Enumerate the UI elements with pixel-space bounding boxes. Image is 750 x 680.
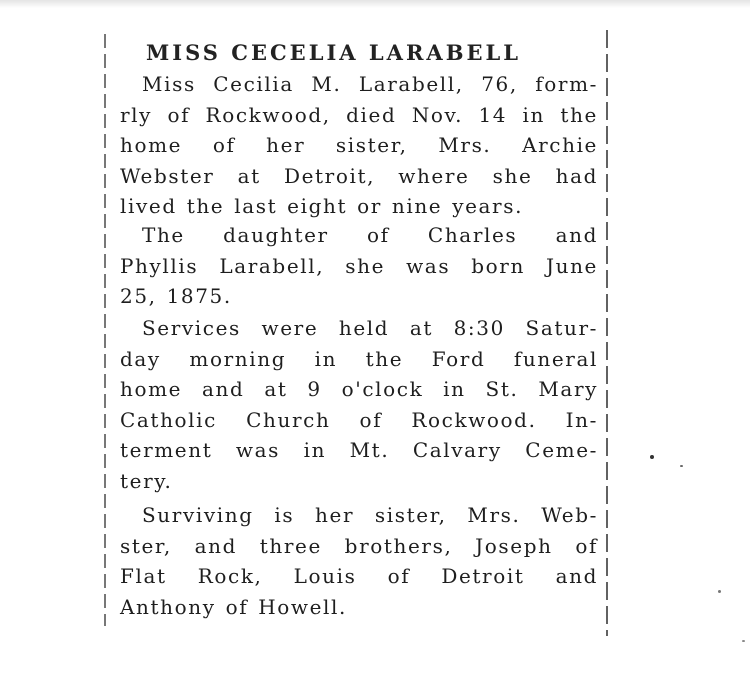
newspaper-clipping	[92, 30, 610, 622]
text-line: lived the last eight or nine years.	[120, 194, 524, 218]
text-line: rly of Rockwood, died Nov. 14 in the	[120, 102, 598, 127]
paragraph-services	[120, 313, 598, 496]
text-line: The daughter of Charles and	[142, 223, 598, 247]
paragraph-death-notice	[120, 69, 598, 222]
text-line: Flat Rock, Louis of Detroit and	[120, 564, 598, 588]
text-line: Surviving is her sister, Mrs. Web-	[142, 503, 598, 527]
text-line: Webster at Detroit, where she had	[120, 163, 598, 188]
text-line: ster, and three brothers, Joseph of	[120, 533, 598, 558]
scan-speck	[718, 590, 721, 593]
text-line: terment was in Mt. Calvary Ceme-	[120, 438, 598, 462]
text-line: Catholic Church of Rockwood. In-	[120, 407, 598, 432]
paragraph-birth	[120, 220, 598, 312]
text-line: Miss Cecilia M. Larabell, 76, form-	[142, 72, 598, 96]
text-line: day morning in the Ford funeral	[120, 346, 598, 371]
scan-edge	[0, 0, 750, 8]
obituary-headline: MISS CECELIA LARABELL	[146, 40, 521, 65]
column-rule-left	[104, 34, 106, 626]
paragraph-survivors	[120, 500, 598, 622]
text-line: Anthony of Howell.	[120, 594, 348, 619]
scan-speck	[742, 640, 745, 642]
text-line: Phyllis Larabell, she was born June	[120, 253, 598, 278]
scan-speck	[650, 455, 654, 459]
text-line: home of her sister, Mrs. Archie	[120, 133, 598, 157]
column-rule-right	[606, 30, 608, 636]
text-line: 25, 1875.	[120, 284, 232, 308]
scan-speck	[680, 465, 683, 467]
text-line: Services were held at 8:30 Satur-	[142, 316, 598, 340]
text-line: tery.	[120, 468, 173, 493]
text-line: home and at 9 o'clock in St. Mary	[120, 377, 598, 401]
